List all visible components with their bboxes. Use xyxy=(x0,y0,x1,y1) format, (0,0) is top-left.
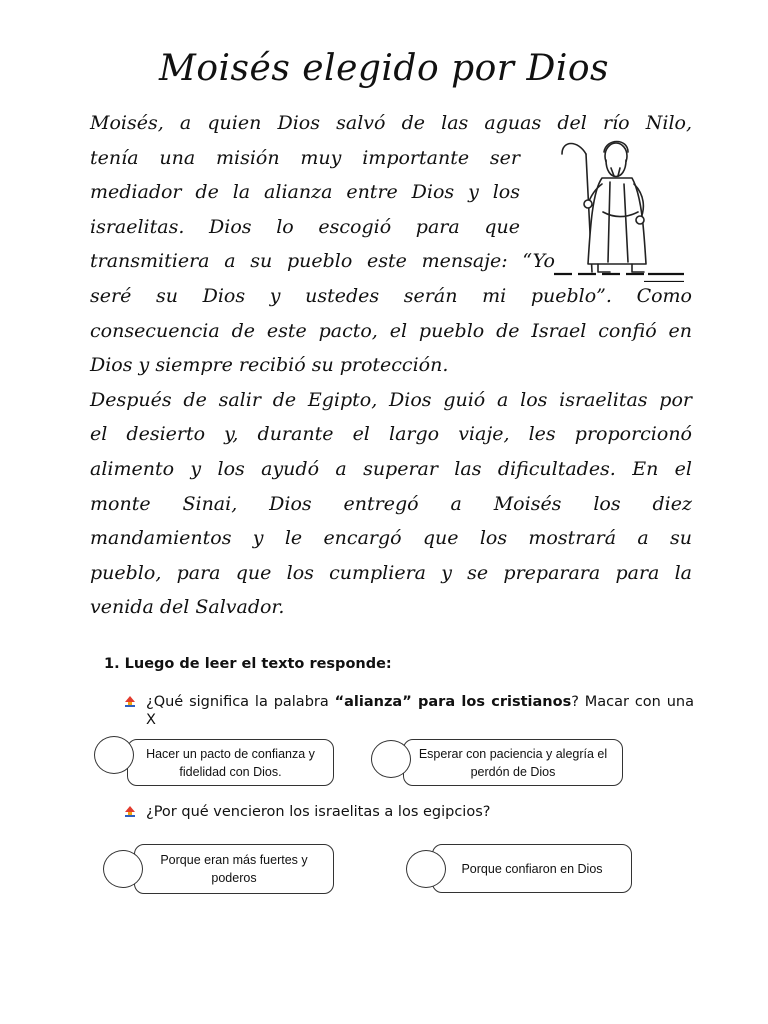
reading-line: seré su Dios y ustedes serán mi pueblo”. Como xyxy=(90,284,692,307)
question-1-text: ¿Qué significa la palabra “alianza” para los cristianos? Macar con una X xyxy=(146,694,694,728)
answer-checkbox[interactable] xyxy=(103,850,143,888)
reading-line: consecuencia de este pacto, el pueblo de Israel confió en xyxy=(90,319,692,342)
reading-line: mediador de la alianza entre Dios y los xyxy=(90,181,520,204)
bullet-arrow-icon xyxy=(124,696,136,708)
reading-line: israelitas. Dios lo escogió para que xyxy=(90,215,520,238)
question-1 xyxy=(124,693,694,729)
reading-line: pueblo, para que los cumpliera y se preparara para la xyxy=(90,561,692,584)
reading-line: venida del Salvador. xyxy=(90,596,285,619)
answer-checkbox[interactable] xyxy=(406,850,446,888)
page-title: Moisés elegido por Dios xyxy=(159,48,609,89)
bullet-arrow-icon xyxy=(124,806,136,818)
activity-heading: 1. Luego de leer el texto responde: xyxy=(104,656,392,672)
answer-option[interactable]: Porque eran más fuertes y poderos xyxy=(134,844,334,894)
reading-line: Dios y siempre recibió su protección. xyxy=(90,354,449,377)
answer-option[interactable]: Hacer un pacto de confianza y fidelidad con Dios. xyxy=(127,739,334,786)
reading-line: mandamientos y le encargó que los mostrará a su xyxy=(90,527,692,550)
question-2-text: ¿Por qué vencieron los israelitas a los egipcios? xyxy=(146,804,491,820)
question-2 xyxy=(124,803,694,821)
reading-line: Después de salir de Egipto, Dios guió a los israelitas por xyxy=(90,388,692,411)
answer-option[interactable]: Esperar con paciencia y alegría el perdón de Dios xyxy=(403,739,623,786)
reading-line: transmitiera a su pueblo este mensaje: “Yo xyxy=(90,250,555,273)
reading-line: monte Sinai, Dios entregó a Moisés los diez xyxy=(90,492,692,515)
reading-line: Moisés, a quien Dios salvó de las aguas del río Nilo, xyxy=(90,112,692,134)
reading-line: tenía una misión muy importante ser xyxy=(90,146,520,169)
answer-checkbox[interactable] xyxy=(371,740,411,778)
answer-option[interactable]: Porque confiaron en Dios xyxy=(432,844,632,893)
question-1-keyword: “alianza” para los cristianos xyxy=(334,694,572,710)
answer-checkbox[interactable] xyxy=(94,736,134,774)
moses-illustration-icon xyxy=(548,132,688,282)
reading-line: alimento y los ayudó a superar las dificultades. En el xyxy=(90,457,692,480)
reading-line: el desierto y, durante el largo viaje, les proporcionó xyxy=(90,423,692,446)
